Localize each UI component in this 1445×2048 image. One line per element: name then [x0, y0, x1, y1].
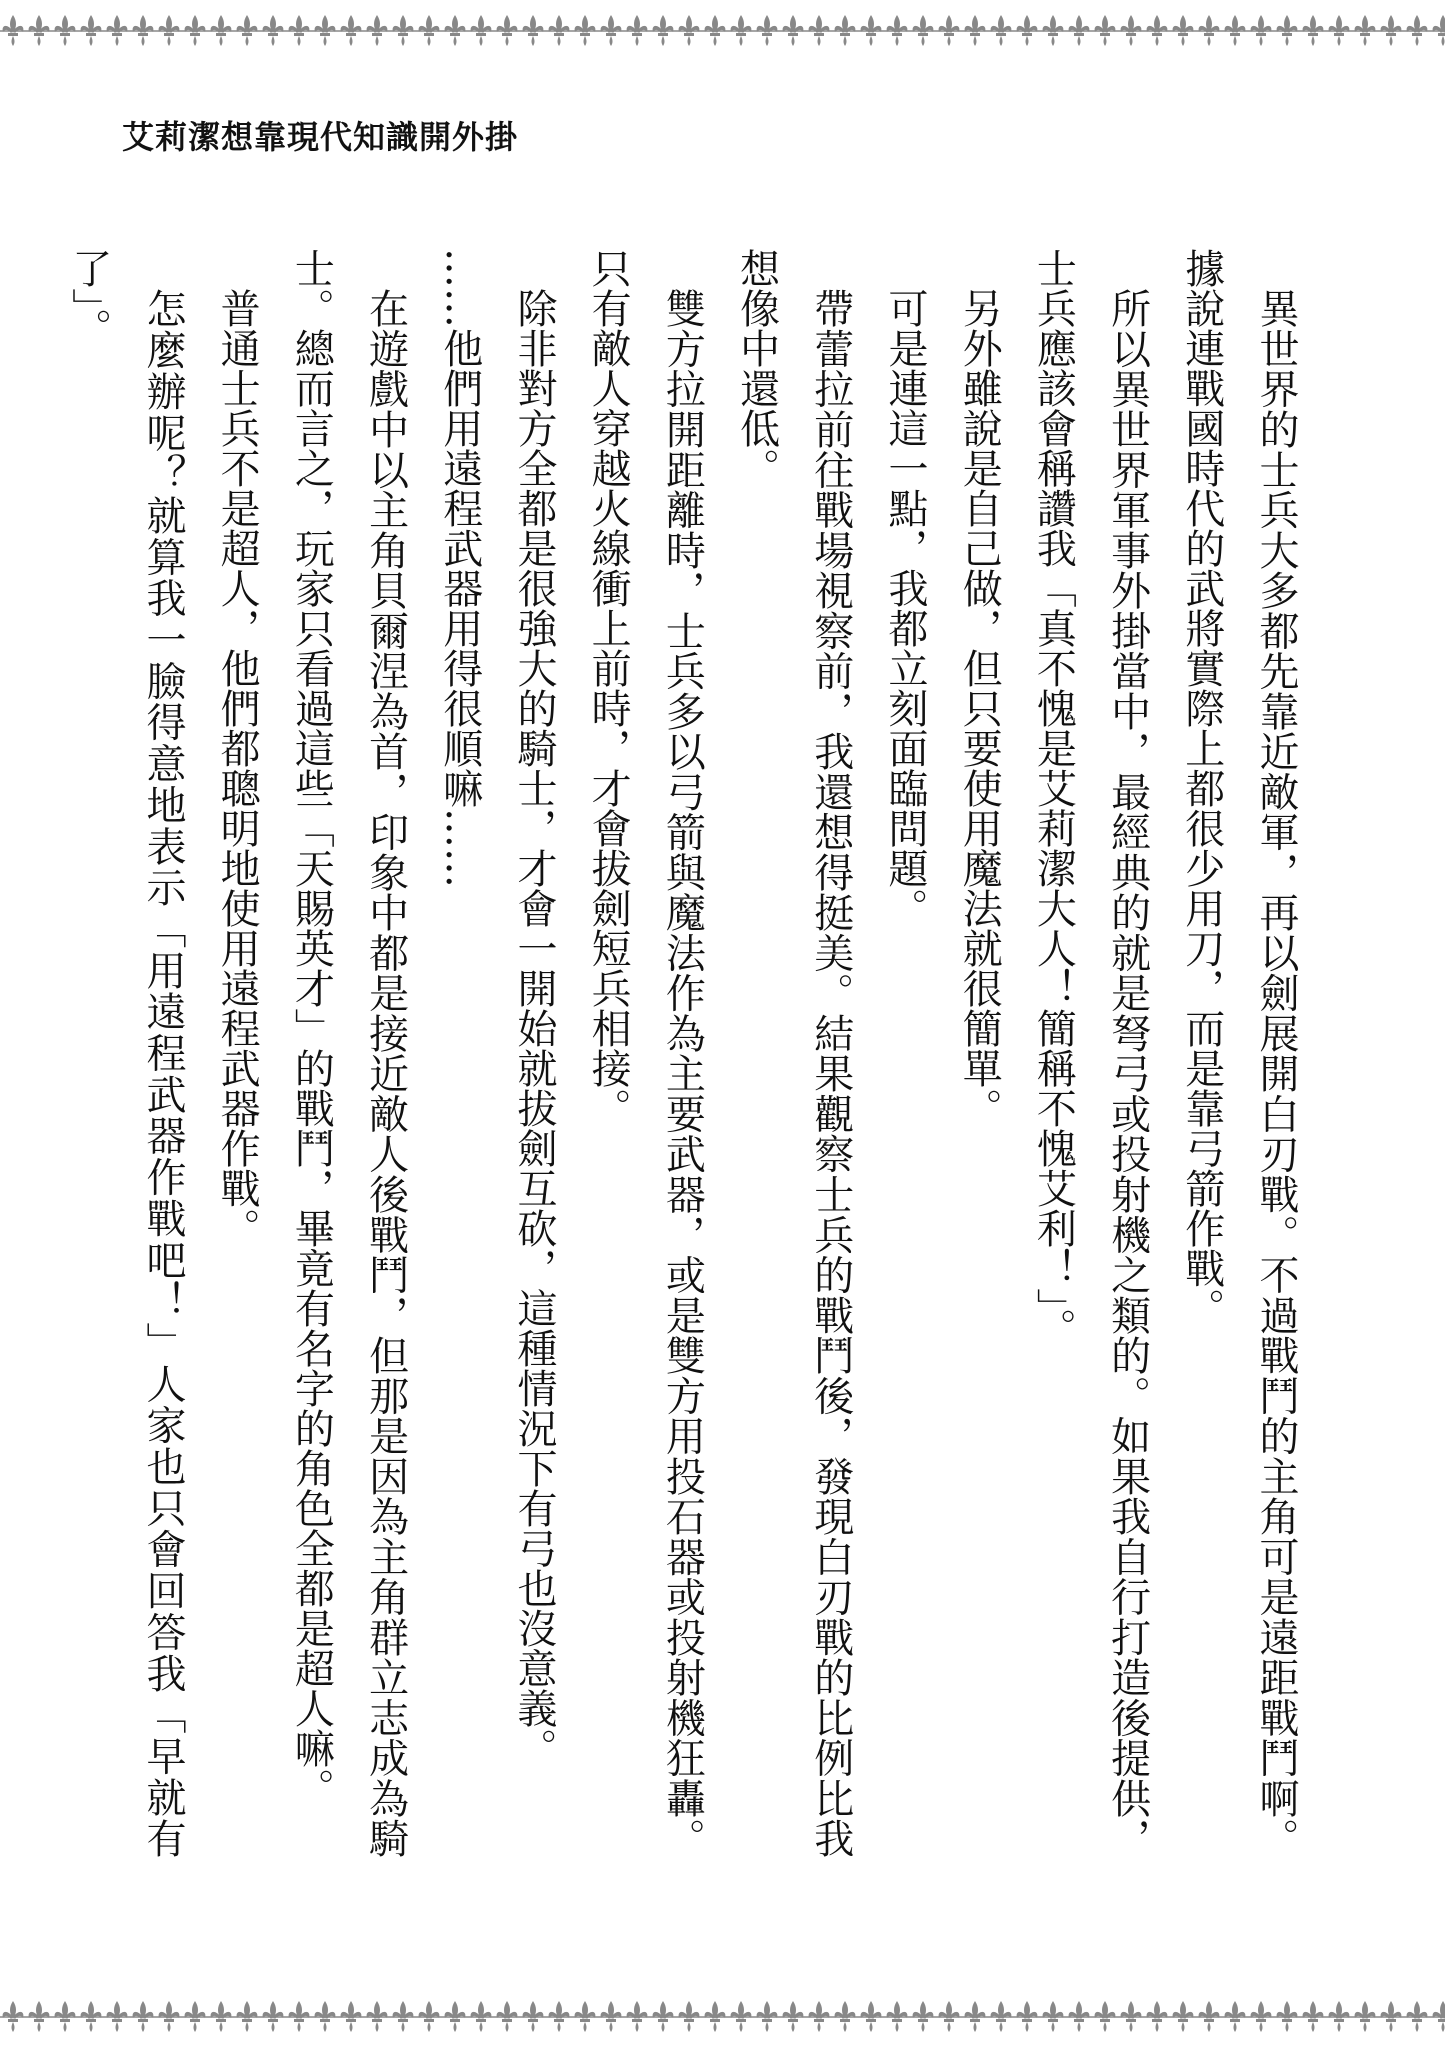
paragraph: 帶蕾拉前往戰場視察前，我還想得挺美。結果觀察士兵的戰鬥後，發現白刃戰的比例比我想像中還低。 — [733, 248, 854, 1858]
paragraph: 在遊戲中以主角貝爾涅為首，印象中都是接近敵人後戰鬥，但那是因為主角群立志成為騎士。總而言之，玩家只看過這些「天賜英才」的戰鬥，畢竟有名字的角色全都是超人嘛。 — [288, 248, 409, 1858]
paragraph: ……他們用遠程武器用得很順嘛…… — [436, 248, 483, 888]
running-head-title: 艾莉潔想靠現代知識開外掛 — [122, 118, 519, 156]
paragraph: 另外雖說是自己做，但只要使用魔法就很簡單。 — [956, 288, 1003, 1128]
fleur-de-lis-border-icon — [0, 1986, 1445, 2048]
paragraph: 可是連這一點，我都立刻面臨問題。 — [881, 288, 928, 928]
paragraph: 異世界的士兵大多都先靠近敵軍，再以劍展開白刃戰。不過戰鬥的主角可是遠距戰鬥啊。據說連戰國時代的武將實際上都很少用刀，而是靠弓箭作戰。 — [1178, 248, 1299, 1858]
paragraph: 雙方拉開距離時，士兵多以弓箭與魔法作為主要武器，或是雙方用投石器或投射機狂轟。只有敵人穿越火線衝上前時，才會拔劍短兵相接。 — [585, 248, 706, 1858]
paragraph: 所以異世界軍事外掛當中，最經典的就是弩弓或投射機之類的。如果我自行打造後提供，士兵應該會稱讚我「真不愧是艾莉潔大人！簡稱不愧艾利！」。 — [1030, 248, 1151, 1858]
paragraph: 怎麼辦呢？就算我一臉得意地表示「用遠程武器作戰吧！」人家也只會回答我「早就有了」。 — [65, 248, 186, 1858]
top-fleur-de-lis-border — [0, 0, 1445, 62]
paragraph: 除非對方全都是很強大的騎士，才會一開始就拔劍互砍，這種情況下有弓也沒意義。 — [510, 288, 557, 1768]
bottom-fleur-de-lis-border — [0, 1986, 1445, 2048]
paragraph: 普通士兵不是超人，他們都聰明地使用遠程武器作戰。 — [214, 288, 261, 1248]
fleur-de-lis-border-icon — [0, 0, 1445, 62]
vertical-body-text — [52, 248, 1313, 1858]
